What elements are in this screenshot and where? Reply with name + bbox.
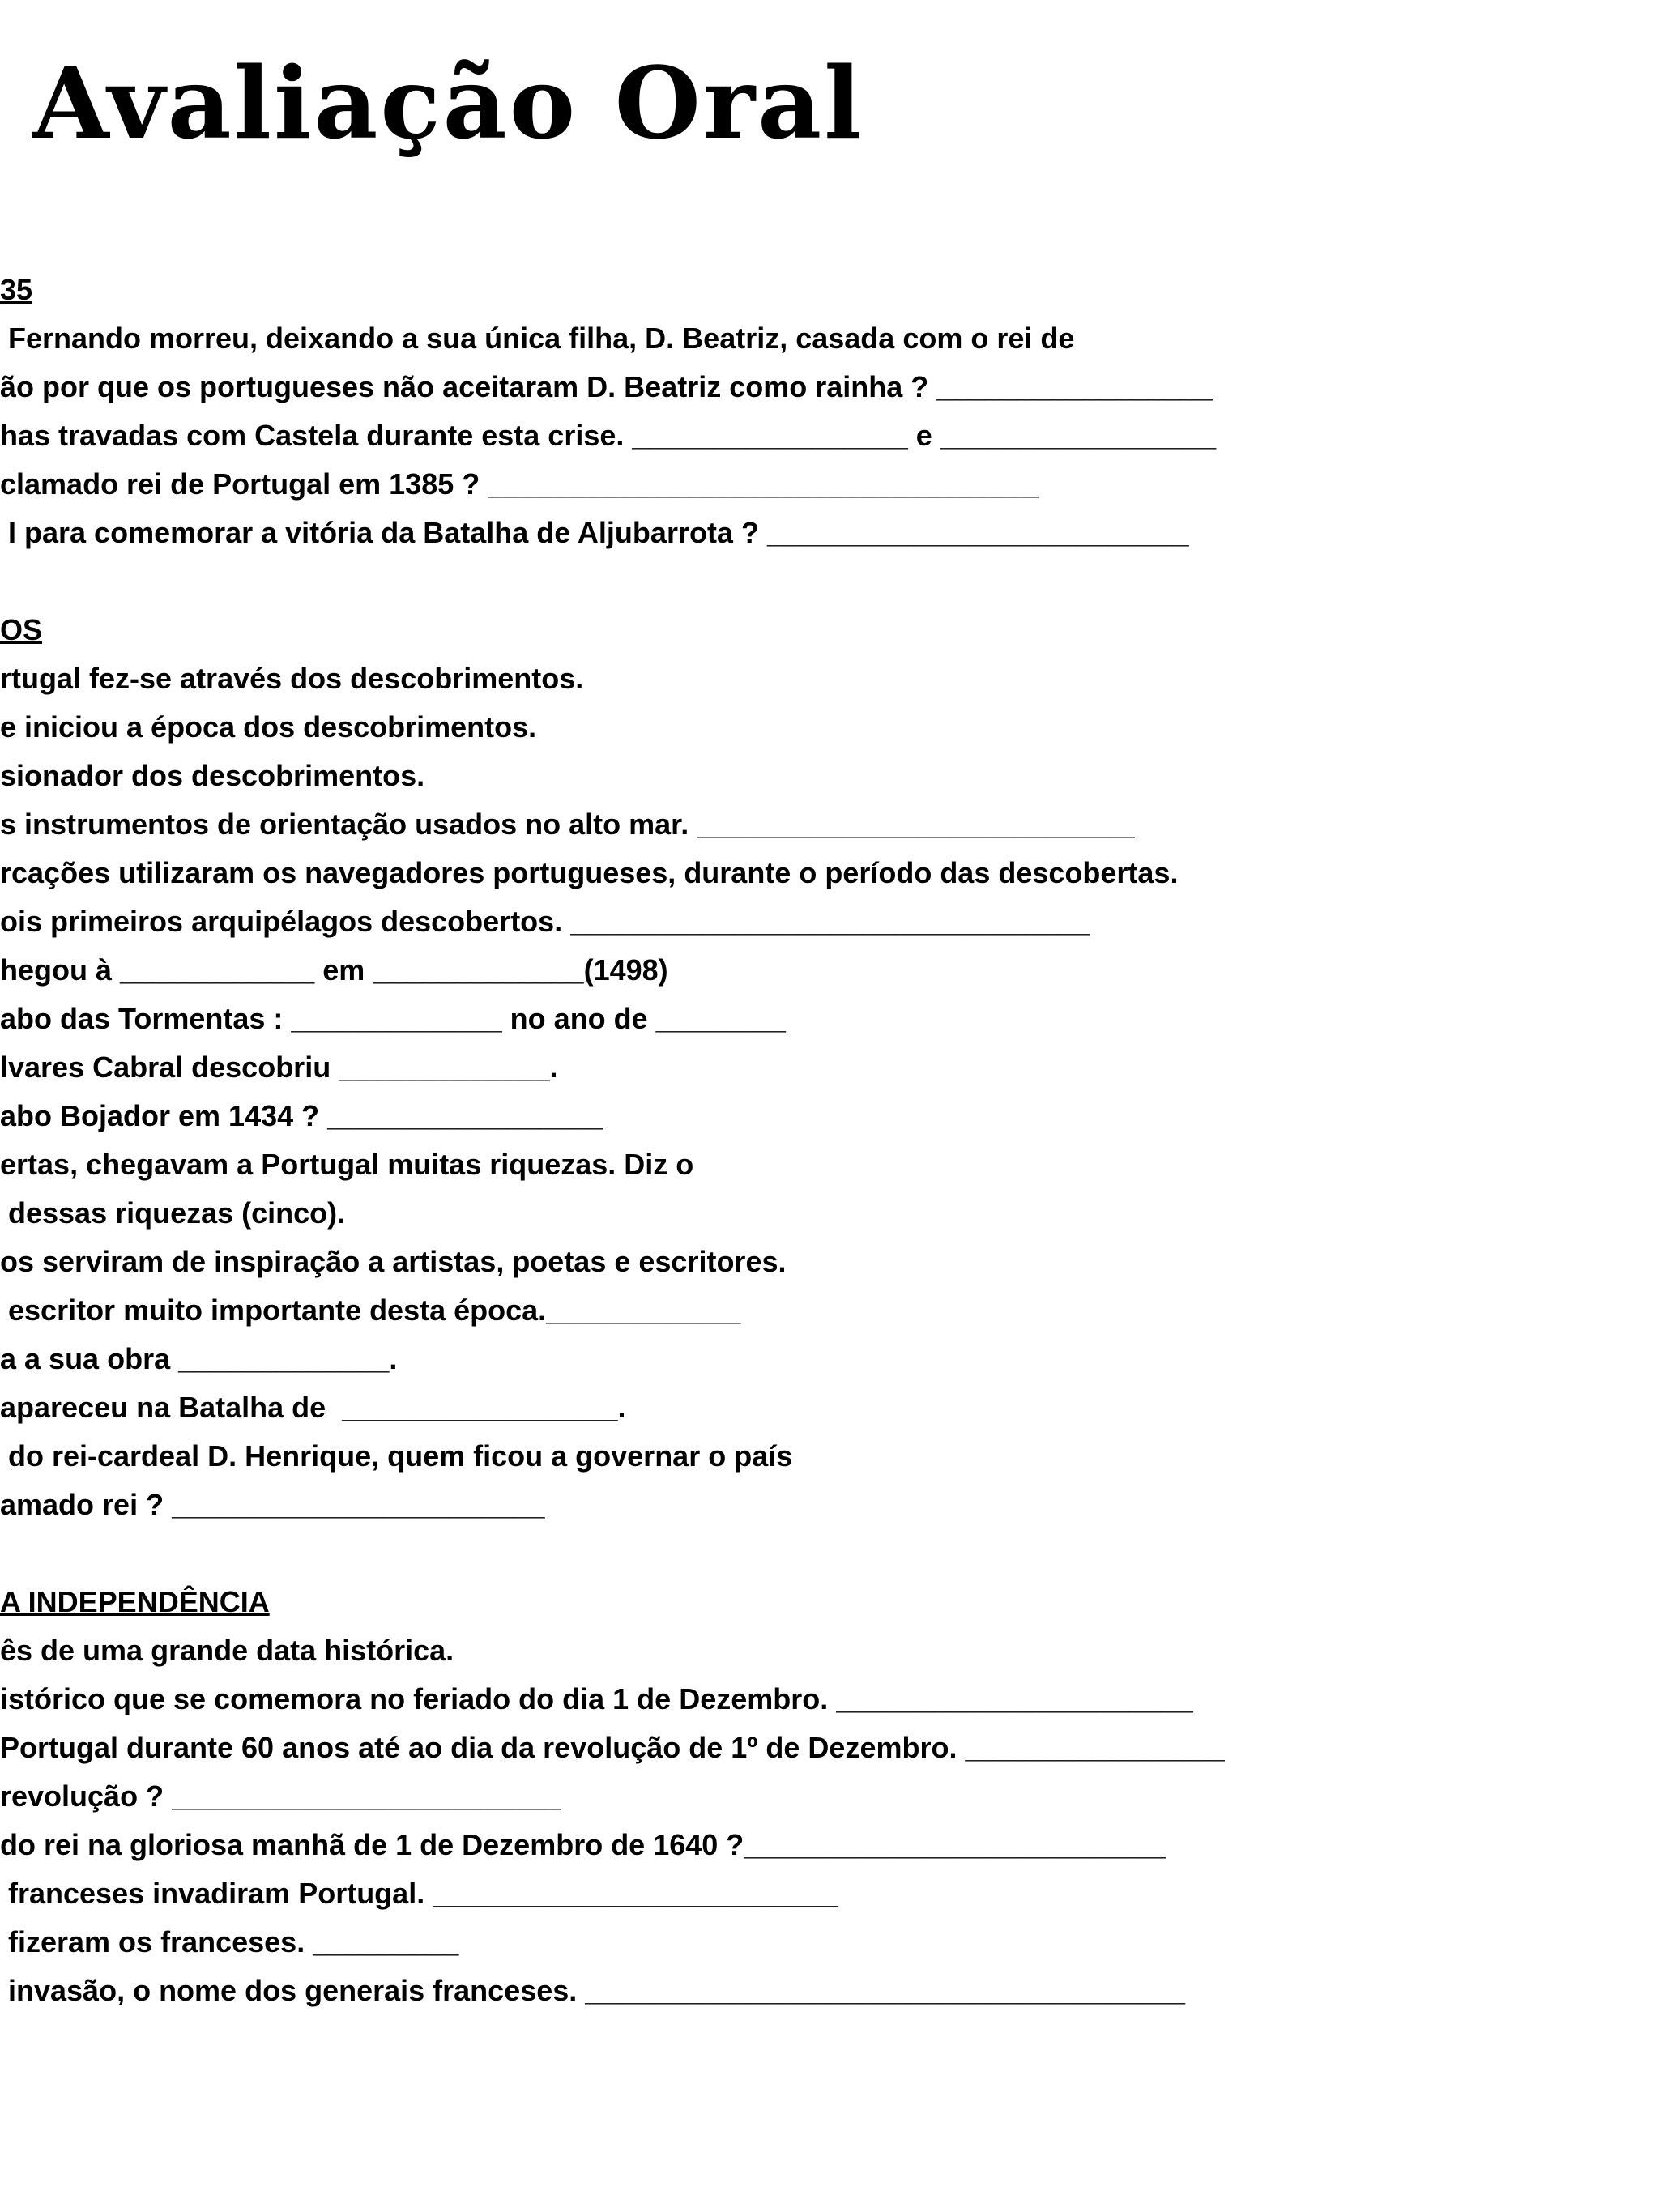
question-line: a a sua obra _____________.	[0, 1342, 398, 1375]
question-line: abo das Tormentas : _____________ no ano de ________	[0, 1002, 786, 1035]
question-line: ertas, chegavam a Portugal muitas riquezas. Diz o	[0, 1148, 694, 1181]
section-heading: 35	[0, 273, 33, 306]
question-list	[0, 266, 1225, 2015]
question-line: franceses invadiram Portugal. _________________________	[0, 1877, 838, 1910]
question-line: clamado rei de Portugal em 1385 ? __________________________________	[0, 467, 1039, 501]
question-line: do rei na gloriosa manhã de 1 de Dezembro de 1640 ?__________________________	[0, 1828, 1166, 1861]
question-line: fizeram os franceses. _________	[0, 1925, 459, 1958]
question-line: rtugal fez-se através dos descobrimentos.	[0, 662, 584, 695]
question-line: ão por que os portugueses não aceitaram D. Beatriz como rainha ? _________________	[0, 370, 1213, 403]
page-title: Avaliação Oral	[32, 45, 864, 161]
blank-line	[0, 557, 1225, 606]
question-line: s instrumentos de orientação usados no alto mar. ___________________________	[0, 808, 1135, 841]
question-line: revolução ? ________________________	[0, 1779, 561, 1813]
question-line: rcações utilizaram os navegadores portugueses, durante o período das descobertas.	[0, 856, 1179, 889]
blank-line	[0, 1529, 1225, 1578]
question-line: abo Bojador em 1434 ? _________________	[0, 1099, 603, 1132]
question-line: e iniciou a época dos descobrimentos.	[0, 710, 537, 744]
question-line: lvares Cabral descobriu _____________.	[0, 1051, 558, 1084]
question-line: escritor muito importante desta época.____________	[0, 1294, 741, 1327]
question-line: ois primeiros arquipélagos descobertos. ________________________________	[0, 905, 1090, 938]
section-heading: OS	[0, 613, 43, 646]
question-line: I para comemorar a vitória da Batalha de Aljubarrota ? __________________________	[0, 516, 1189, 549]
section-heading: A INDEPENDÊNCIA	[0, 1585, 270, 1618]
question-line: amado rei ? _______________________	[0, 1488, 545, 1521]
question-line: Fernando morreu, deixando a sua única filha, D. Beatriz, casada com o rei de	[0, 322, 1075, 355]
question-line: sionador dos descobrimentos.	[0, 759, 425, 792]
question-line: istórico que se comemora no feriado do dia 1 de Dezembro. ______________________	[0, 1682, 1193, 1715]
question-line: os serviram de inspiração a artistas, poetas e escritores.	[0, 1245, 787, 1278]
question-line: ês de uma grande data histórica.	[0, 1634, 454, 1667]
question-line: has travadas com Castela durante esta crise. _________________ e _________________	[0, 419, 1217, 452]
question-line: invasão, o nome dos generais franceses. _____________________________________	[0, 1974, 1186, 2007]
question-line: apareceu na Batalha de _________________.	[0, 1391, 626, 1424]
question-line: hegou à ____________ em _____________(1498)	[0, 953, 668, 987]
question-line: do rei-cardeal D. Henrique, quem ficou a governar o país	[0, 1439, 793, 1473]
question-line: dessas riquezas (cinco).	[0, 1196, 346, 1230]
question-line: Portugal durante 60 anos até ao dia da revolução de 1º de Dezembro. ________________	[0, 1731, 1225, 1764]
